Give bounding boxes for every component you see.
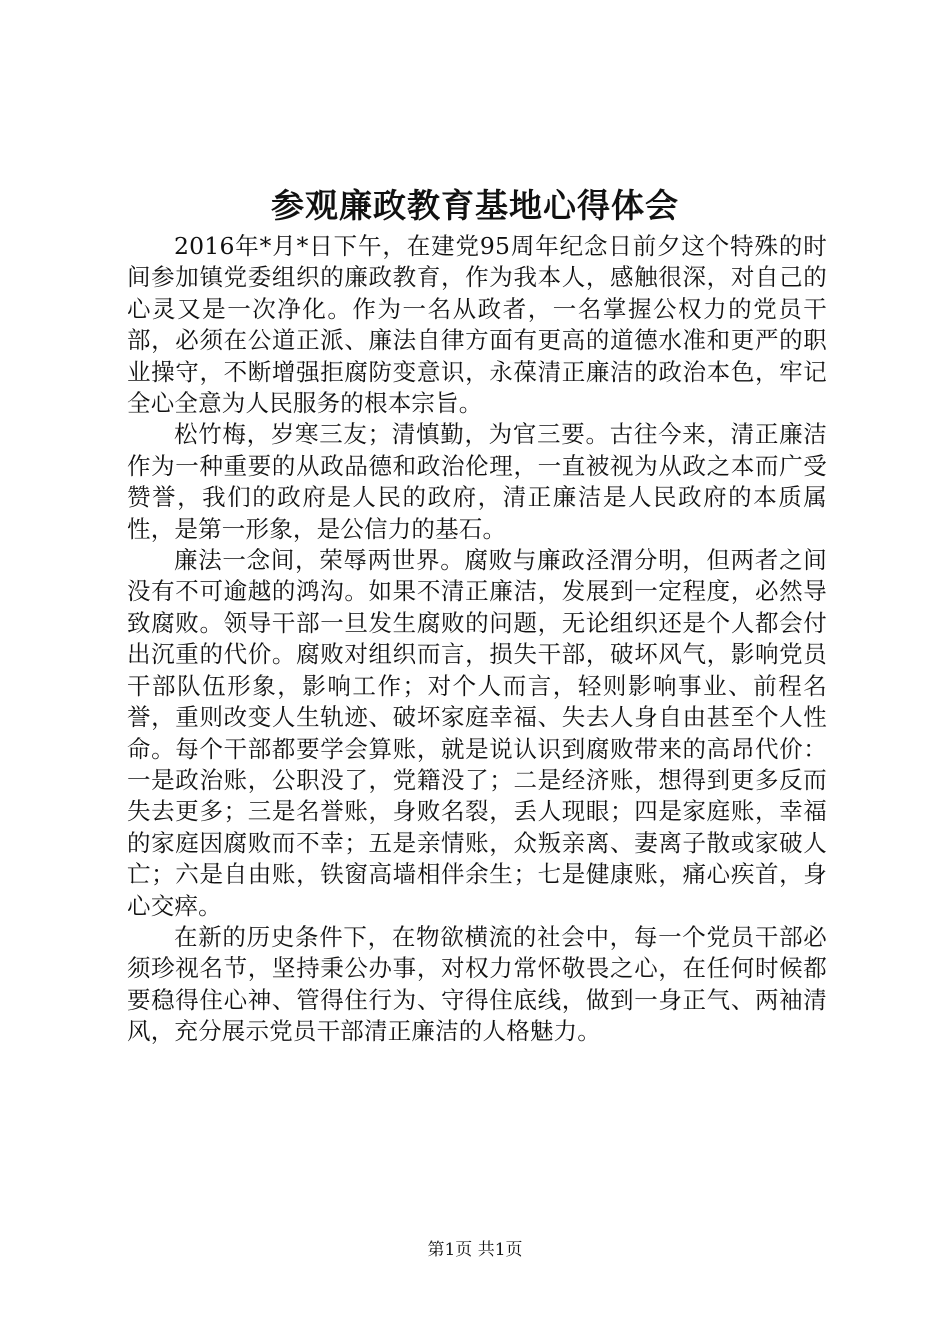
document-title: 参观廉政教育基地心得体会 <box>271 186 679 225</box>
paragraph-2: 松竹梅，岁寒三友；清慎勤，为官三要。古往今来，清正廉洁作为一种重要的从政品德和政治伦理，一直被视为从政之本而广受赞誉，我们的政府是人民的政府，清正廉洁是人民政府的本质属性，是第一形象，是公信力的基石。 <box>127 420 827 543</box>
paragraph-4: 在新的历史条件下，在物欲横流的社会中，每一个党员干部必须珍视名节，坚持秉公办事，对权力常怀敬畏之心，在任何时候都要稳得住心神、管得住行为、守得住底线，做到一身正气、两袖清风，充分展示党员干部清正廉洁的人格魅力。 <box>127 922 827 1046</box>
paragraph-3: 廉法一念间，荣辱两世界。腐败与廉政泾渭分明，但两者之间没有不可逾越的鸿沟。如果不清正廉洁，发展到一定程度，必然导致腐败。领导干部一旦发生腐败的问题，无论组织还是个人都会付出沉重的代价。腐败对组织而言，损失干部，破坏风气，影响党员干部队伍形象，影响工作；对个人而言，轻则影响事业、前程名誉，重则改变人生轨迹、破坏家庭幸福、失去人身自由甚至个人性命。每个干部都要学会算账，就是说认识到腐败带来的高昂代价：一是政治账，公职没了，党籍没了；二是经济账，想得到更多反而失去更多；三是名誉账，身败名裂，丢人现眼；四是家庭账，幸福的家庭因腐败而不幸；五是亲情账，众叛亲离、妻离子散或家破人亡；六是自由账，铁窗高墙相伴余生；七是健康账，痛心疾首，身心交瘁。 <box>127 546 827 920</box>
page-footer: 第1页 共1页 <box>427 1240 523 1260</box>
document-body <box>127 231 827 1048</box>
paragraph-1: 2016年*月*日下午，在建党95周年纪念日前夕这个特殊的时间参加镇党委组织的廉政教育，作为我本人，感触很深，对自己的心灵又是一次净化。作为一名从政者，一名掌握公权力的党员干部，必须在公道正派、廉法自律方面有更高的道德水准和更严的职业操守，不断增强拒腐防变意识，永葆清正廉洁的政治本色，牢记全心全意为人民服务的根本宗旨。 <box>127 232 827 418</box>
